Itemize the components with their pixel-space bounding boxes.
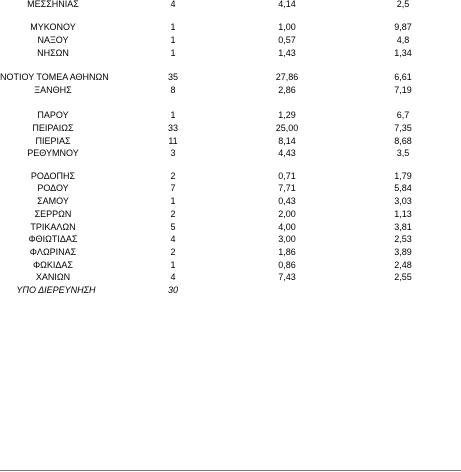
value-column-2: 6,61: [394, 72, 412, 82]
table-row: [0, 21, 461, 33]
region-name: ΜΥΚΟΝΟΥ: [30, 22, 76, 32]
value-column-2: 2,55: [394, 272, 412, 282]
table-row: [0, 246, 461, 258]
table-row: [0, 0, 461, 10]
table-row: [0, 271, 461, 283]
case-count: 1: [170, 196, 176, 206]
table-row: [0, 208, 461, 220]
case-count: 2: [170, 171, 176, 181]
value-column-2: 8,68: [394, 136, 412, 146]
case-count: 1: [170, 35, 176, 45]
value-column-1: 4,43: [278, 148, 296, 158]
table-row: [0, 259, 461, 271]
case-count: 2: [170, 247, 176, 257]
case-count: 4: [170, 234, 176, 244]
value-column-1: 0,71: [278, 171, 296, 181]
table-row: [0, 182, 461, 194]
region-name: ΦΘΙΩΤΙΔΑΣ: [28, 234, 78, 244]
case-count: 1: [170, 110, 176, 120]
value-column-1: 1,29: [278, 110, 296, 120]
table-row: [0, 109, 461, 121]
value-column-1: 7,71: [278, 183, 296, 193]
table-row: [0, 122, 461, 134]
value-column-2: 2,5: [396, 0, 410, 9]
value-column-2: 7,19: [394, 85, 412, 95]
value-column-2: 2,53: [394, 234, 412, 244]
region-name: ΣΑΜΟΥ: [37, 196, 69, 206]
value-column-2: 3,81: [394, 222, 412, 232]
region-name: ΠΕΙΡΑΙΩΣ: [32, 123, 74, 133]
table-row: [0, 195, 461, 207]
case-count: 4: [170, 0, 176, 9]
table-row: [0, 135, 461, 147]
case-count: 7: [170, 183, 176, 193]
table-row: [0, 71, 461, 83]
value-column-1: 25,00: [275, 123, 299, 133]
table-row: [0, 84, 461, 96]
table-row: [0, 170, 461, 182]
region-name: ΝΟΤΙΟΥ ΤΟΜΕΑ ΑΘΗΝΩΝ: [0, 72, 109, 82]
value-column-1: 1,00: [278, 22, 296, 32]
region-name: ΠΑΡΟΥ: [37, 110, 69, 120]
case-count: 1: [170, 22, 176, 32]
value-column-1: 2,86: [278, 85, 296, 95]
table-row: [0, 233, 461, 245]
value-column-2: 3,5: [396, 148, 410, 158]
value-column-2: 1,34: [394, 48, 412, 58]
value-column-1: 3,00: [278, 234, 296, 244]
region-name: ΧΑΝΙΩΝ: [35, 272, 71, 282]
region-name: ΜΕΣΣΗΝΙΑΣ: [27, 0, 79, 9]
region-name: ΡΟΔΟΥ: [37, 183, 69, 193]
region-name: ΡΟΔΟΠΗΣ: [30, 171, 76, 181]
region-name: ΥΠΟ ΔΙΕΡΕΥΝΗΣΗ: [16, 285, 96, 295]
table-row: [0, 47, 461, 59]
case-count: 8: [170, 85, 176, 95]
value-column-1: 1,86: [278, 247, 296, 257]
case-count: 35: [167, 72, 178, 82]
case-count: 30: [167, 285, 178, 295]
value-column-2: 7,35: [394, 123, 412, 133]
region-name: ΞΑΝΘΗΣ: [34, 85, 72, 95]
value-column-1: 4,14: [278, 0, 296, 9]
value-column-2: 3,03: [394, 196, 412, 206]
region-name: ΤΡΙΚΑΛΩΝ: [30, 222, 76, 232]
table-row: [0, 34, 461, 46]
case-count: 4: [170, 272, 176, 282]
value-column-1: 1,43: [278, 48, 296, 58]
page-bottom-divider: [0, 470, 461, 471]
value-column-2: 9,87: [394, 22, 412, 32]
value-column-1: 27,86: [275, 72, 299, 82]
case-count: 1: [170, 260, 176, 270]
region-name: ΦΩΚΙΔΑΣ: [33, 260, 73, 270]
table-row: [0, 221, 461, 233]
region-name: ΝΑΞΟΥ: [37, 35, 69, 45]
value-column-1: 0,86: [278, 260, 296, 270]
case-count: 3: [170, 148, 176, 158]
value-column-2: 5,84: [394, 183, 412, 193]
region-name: ΦΛΩΡΙΝΑΣ: [29, 247, 77, 257]
case-count: 2: [170, 209, 176, 219]
value-column-2: 1,79: [394, 171, 412, 181]
value-column-2: 1,13: [394, 209, 412, 219]
case-count: 1: [170, 48, 176, 58]
value-column-2: 4,8: [396, 35, 410, 45]
region-name: ΣΕΡΡΩΝ: [34, 209, 72, 219]
value-column-1: 8,14: [278, 136, 296, 146]
value-column-1: 2,00: [278, 209, 296, 219]
value-column-2: 6,7: [396, 110, 410, 120]
region-name: ΝΗΣΩΝ: [37, 48, 69, 58]
value-column-1: 0,57: [278, 35, 296, 45]
value-column-1: 7,43: [278, 272, 296, 282]
table-row: [0, 147, 461, 159]
case-count: 11: [168, 136, 178, 146]
value-column-1: 0,43: [278, 196, 296, 206]
table-row-under-investigation: [0, 284, 461, 296]
value-column-2: 3,89: [394, 247, 412, 257]
region-name: ΡΕΘΥΜΝΟΥ: [27, 148, 79, 158]
case-count: 5: [170, 222, 176, 232]
case-count: 33: [167, 123, 178, 133]
region-name: ΠΙΕΡΙΑΣ: [35, 136, 71, 146]
value-column-2: 2,48: [394, 260, 412, 270]
value-column-1: 4,00: [278, 222, 296, 232]
